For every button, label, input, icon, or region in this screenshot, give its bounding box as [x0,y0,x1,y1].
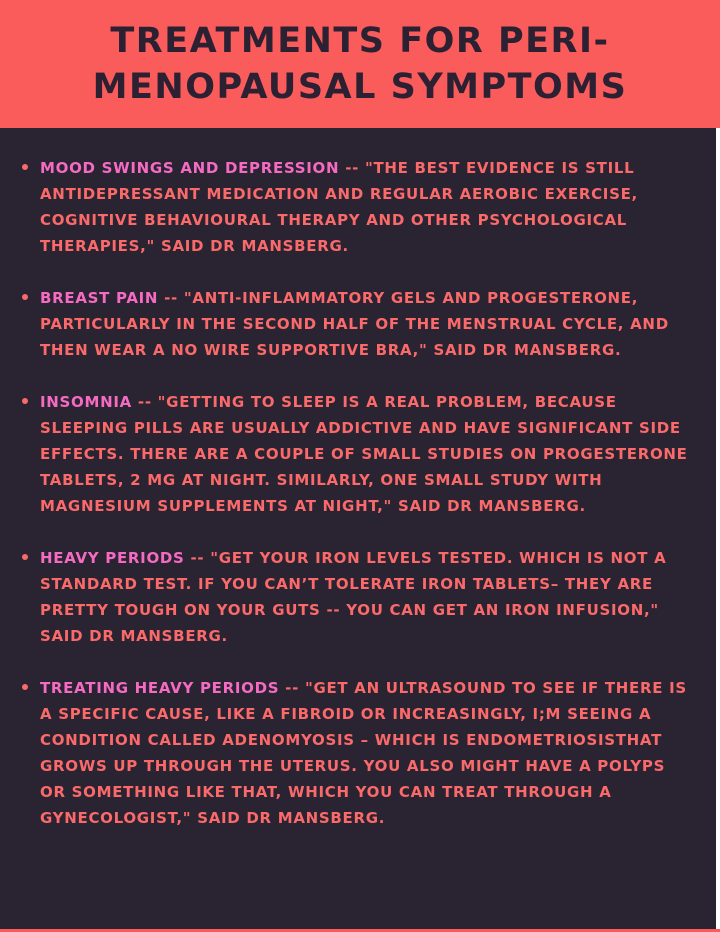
list-item-mood-swings [40,155,695,259]
item-text: -- "ANTI-INFLAMMATORY GELS AND PROGESTERONE, PARTICULARLY IN THE SECOND HALF OF THE MENSTRUAL CYCLE, AND THEN WEAR A NO WIRE SUPPORTIVE BRA," SAID DR MANSBERG. [40,289,669,359]
bullet-icon [22,164,28,170]
topic-label: MOOD SWINGS AND DEPRESSION [40,159,340,177]
list-item-insomnia [40,389,695,519]
list-item-treating-heavy-periods [40,675,695,831]
topic-label: TREATING HEAVY PERIODS [40,679,280,697]
topic-label: INSOMNIA [40,393,132,411]
bullet-icon [22,684,28,690]
treatment-list [40,155,695,857]
title-banner [0,0,720,128]
page-title-line-1: TREATMENTS FOR PERI- [110,21,610,61]
bullet-icon [22,554,28,560]
list-item-breast-pain [40,285,695,363]
bullet-icon [22,398,28,404]
right-edge-strip [716,128,720,932]
item-text: -- "GETTING TO SLEEP IS A REAL PROBLEM, BECAUSE SLEEPING PILLS ARE USUALLY ADDICTIVE AND HAVE SIGNIFICANT SIDE EFFECTS. THERE ARE A COUPLE OF SMALL STUDIES ON PROGESTERONE TABLETS, 2 MG AT NIGHT. SIMILARLY, ONE SMALL STUDY WITH MAGNESIUM SUPPLEMENTS AT NIGHT," SAID DR MANSBERG. [40,393,688,515]
item-text: -- "GET AN ULTRASOUND TO SEE IF THERE IS A SPECIFIC CAUSE, LIKE A FIBROID OR INCREASINGLY, I;M SEEING A CONDITION CALLED ADENOMYOSIS – WHICH IS ENDOMETRIOSISTHAT GROWS UP THROUGH THE UTERUS. YOU ALSO MIGHT HAVE A POLYPS OR SOMETHING LIKE THAT, WHICH YOU CAN TREAT THROUGH A GYNECOLOGIST," SAID DR MANSBERG. [40,679,687,827]
list-item-heavy-periods [40,545,695,649]
bullet-icon [22,294,28,300]
item-text: -- "GET YOUR IRON LEVELS TESTED. WHICH IS NOT A STANDARD TEST. IF YOU CAN’T TOLERATE IRON TABLETS– THEY ARE PRETTY TOUGH ON YOUR GUTS -- YOU CAN GET AN IRON INFUSION," SAID DR MANSBERG. [40,549,667,645]
item-text: -- "THE BEST EVIDENCE IS STILL ANTIDEPRESSANT MEDICATION AND REGULAR AEROBIC EXERCISE, COGNITIVE BEHAVIOURAL THERAPY AND OTHER PSYCHOLOGICAL THERAPIES," SAID DR MANSBERG. [40,159,638,255]
topic-label: HEAVY PERIODS [40,549,185,567]
topic-label: BREAST PAIN [40,289,159,307]
page-title-line-2: MENOPAUSAL SYMPTOMS [92,67,628,107]
